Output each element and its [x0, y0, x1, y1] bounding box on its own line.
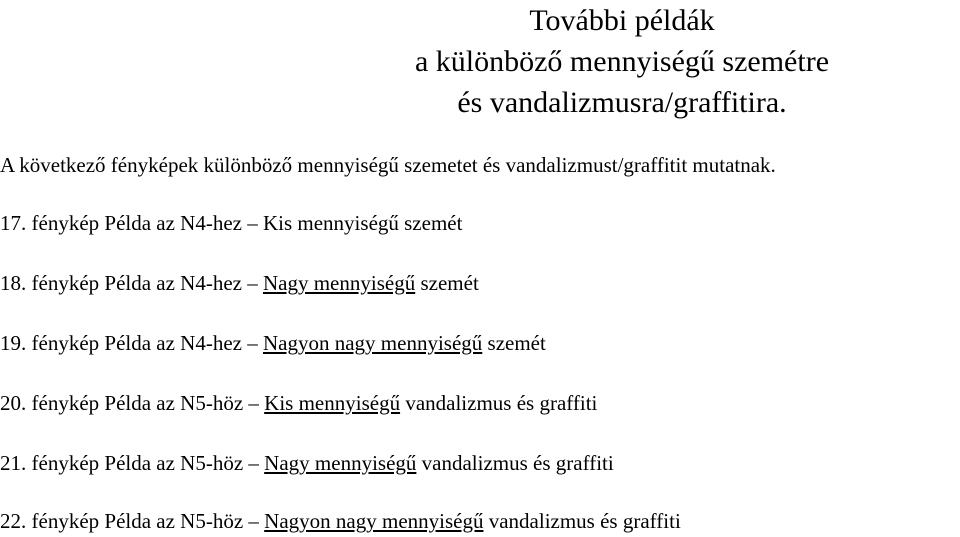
caption-rest: vandalizmus és graffiti	[483, 509, 681, 533]
caption-prefix: 20. fénykép Példa az N5-höz –	[0, 391, 265, 415]
title-line-3: és vandalizmusra/graffitira.	[457, 86, 787, 119]
photo-caption-19	[0, 328, 546, 358]
photo-caption-22	[0, 506, 681, 536]
caption-prefix: 22. fénykép Példa az N5-höz –	[0, 509, 265, 533]
caption-emphasis: Nagy mennyiségű	[264, 451, 417, 475]
photo-caption-17	[0, 208, 462, 238]
photo-caption-20	[0, 388, 597, 418]
caption-emphasis: Nagy mennyiségű	[262, 271, 416, 295]
caption-prefix: 21. fénykép Példa az N5-höz –	[0, 451, 265, 475]
photo-caption-18	[0, 268, 479, 298]
caption-prefix: 18. fénykép Példa az N4-hez –	[0, 271, 263, 295]
title-line-1: További példák	[529, 4, 715, 37]
caption-emphasis: Nagyon nagy mennyiségű	[262, 331, 483, 355]
caption-rest: vandalizmus és graffiti	[400, 391, 598, 415]
intro-paragraph: A következő fényképek különböző mennyiségű szemetet és vandalizmust/graffitit mutatnak.	[0, 153, 776, 177]
caption-rest: vandalizmus és graffiti	[416, 451, 614, 475]
caption-rest: szemét	[482, 331, 546, 355]
page-title	[300, 0, 944, 123]
caption-emphasis: Nagyon nagy mennyiségű	[264, 509, 484, 533]
caption-prefix: 19. fénykép Példa az N4-hez –	[0, 331, 263, 355]
caption-prefix: 17. fénykép Példa az N4-hez –	[0, 211, 263, 235]
caption-emphasis: Kis mennyiségű	[264, 391, 401, 415]
caption-rest: szemét	[415, 271, 479, 295]
title-line-2: a különböző mennyiségű szemétre	[414, 45, 830, 78]
caption-rest: Kis mennyiségű szemét	[262, 211, 463, 235]
photo-caption-21	[0, 448, 614, 478]
